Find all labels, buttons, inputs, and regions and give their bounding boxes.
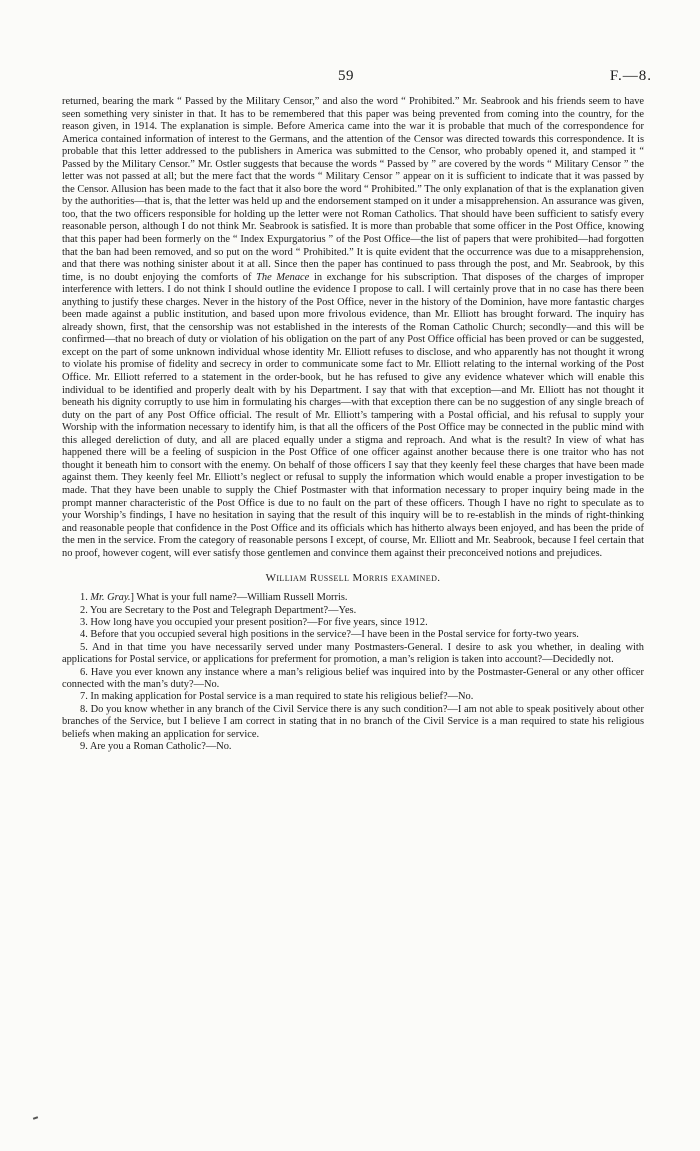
question-7: 7. In making application for Postal service is a man required to state his religious belief?—No. bbox=[80, 691, 474, 703]
examination-heading: William Russell Morris examined. bbox=[265, 572, 441, 585]
page-reference: F.—8. bbox=[609, 68, 652, 84]
question-1-number: 1. bbox=[80, 592, 91, 604]
main-paragraph-rest: in exchange for his subscription. That disposes of the charges of improper interference with letters. I do not think I should outline the evidence I propose to call. I will certainly prove that in no case has there been anything to justify these charges. Never in the history of the Post Office, never in the history of the Dominion, have more fantastic charges been made against a public institution, and based upon more frivolous evidence, than Mr. Elliott has brought forward. The inquiry has already shown, first, that the censorship was not established in the interests of the Roman Catholic Church; secondly—and this will be confirmed—that no breach of duty or violation of his obligation on the part of any Post Office official has been proved or can be suggested, except on the part of some unknown individual whose identity Mr. Elliott refuses to disclose, and who apparently has not thought it wrong to violate his promise of fidelity and secrecy in order to communicate some fact to Mr. Elliott relating to the internal working of the Post Office. Mr. Elliott referred to a statement in the order-book, but he has refused to give any evidence whatever which will enable this individual to be identified and properly dealt with by his Department. I say that with that exception—and Mr. Elliott has not thought it beneath his dignity corruptly to use him in formulating his charges—with that exception there can be no suggestion of any single breach of duty on the part of any Post Office official. The result of Mr. Elliott’s tampering with a Postal official, and his refusal to supply your Worship with the information necessary to identify him, is that all the officers of the Post Office may be connected in the public mind with this alleged dereliction of duty, and all are placed equally under a stigma and reproach. And what is the result? In view of what has happened there will be a feeling of suspicion in the Post Office of one officer against another because there is one traitor who has not thought it beneath him to consort with the enemy. On behalf of those officers I say that they keenly feel these charges that have been made against them. They keenly feel Mr. Elliott’s neglect or refusal to supply the information which would enable a proper investigation to be made. That they have been unable to supply the Chief Postmaster with that information necessary to proper inquiry being made in the prompt manner characteristic of the Post Office is due to no fault on the part of these officers. Though I have no right to speculate as to your Worship’s findings, I have no hesitation in saying that the result of this inquiry will be to re-establish in the minds of right-thinking and reasonable people that confidence in the Post Office and its officials which has hitherto always been enjoyed, and has been the pride of the men in the service. From the category of reasonable persons I except, of course, Mr. Elliott and Mr. Seabrook, because I feel certain that no proof, however cogent, will ever satisfy those gentlemen and convince them against their preconceived notions and prejudices. bbox=[62, 271, 645, 559]
stray-ink-mark bbox=[33, 1116, 38, 1120]
main-paragraph-intro: returned, bearing the mark “ Passed by the Military Censor,” and also the word “ Prohibited.” Mr. Seabrook and his friends seem to have seen something very sinister in that. It has to be remembered that this paper was being prevented from coming into the country, for the reason given, in 1914. The explanation is simple. Before America came into the war it is probable that much of the correspondence for America contained information of interest to the Germans, and the attention of the Censor was directed towards this correspondence. It is probable that this letter addressed to the publishers in America was submitted to the Censor, who probably opened it, and stamped it “ Passed by the Military Censor.” Mr. Ostler suggests that because the words “ Passed by ” are covered by the words “ Military Censor ” the letter was not passed at all; but the mere fact that the words “ Military Censor ” appear on it is sufficient to indicate that it was passed by the Censor. Allusion has been made to the fact that it also bore the word “ Prohibited.” The only explanation of that is the explanation given by the authorities—that is, that the letter was held up and the endorsement stamped on it under a misapprehension. An assurance was given, too, that the two officers responsible for holding up the letter were not Roman Catholics. That should have been sufficient to satisfy every reasonable person, although I do not think Mr. Seabrook is satisfied. It is more than probable that some officer in the Post Office, knowing that this paper had been formerly on the “ Index Expurgatorius ” of the Post Office—the list of papers that were prohibited—had forgotten that the ban had been removed, and so put on the word “ Prohibited.” It is quite evident that the occurrence was due to a misapprehension, and that there was nothing sinister about it at all. Since then the paper has continued to pass through the post, and Mr. Seabrook, by this time, is no doubt enjoying the comforts of bbox=[62, 96, 644, 283]
question-4: 4. Before that you occupied several high positions in the service?—I have been in the Postal service for forty-two years. bbox=[80, 629, 579, 641]
document-body bbox=[62, 96, 644, 754]
main-paragraph bbox=[62, 96, 644, 560]
question-1-text: ] What is your full name?—William Russell Morris. bbox=[130, 592, 348, 604]
page-number: 59 bbox=[338, 68, 354, 84]
question-5: 5. And in that time you have necessarily served under many Postmasters-General. I desire to ask you whether, in dealing with applications for Postal service, or applications for preferment for promotion, a man’s religion is taken into account?—Decidedly not. bbox=[62, 641, 644, 666]
newspaper-title: The Menace bbox=[256, 271, 310, 283]
question-2: 2. You are Secretary to the Post and Telegraph Department?—Yes. bbox=[80, 604, 357, 616]
question-8: 8. Do you know whether in any branch of the Civil Service there is any such condition?—I am not able to speak positively about other branches of the Service, but I believe I am correct in stating that in no branch of the Civil Service is a man required to state his religious beliefs when making an application for service. bbox=[62, 703, 644, 740]
question-1-speaker: Mr. Gray. bbox=[90, 592, 131, 604]
question-9: 9. Are you a Roman Catholic?—No. bbox=[80, 741, 232, 753]
question-6: 6. Have you ever known any instance where a man’s religious belief was inquired into by the Postmaster-General or any other officer connected with the man’s duty?—No. bbox=[62, 666, 644, 691]
question-3: 3. How long have you occupied your present position?—For five years, since 1912. bbox=[80, 617, 428, 629]
question-1 bbox=[62, 592, 644, 604]
